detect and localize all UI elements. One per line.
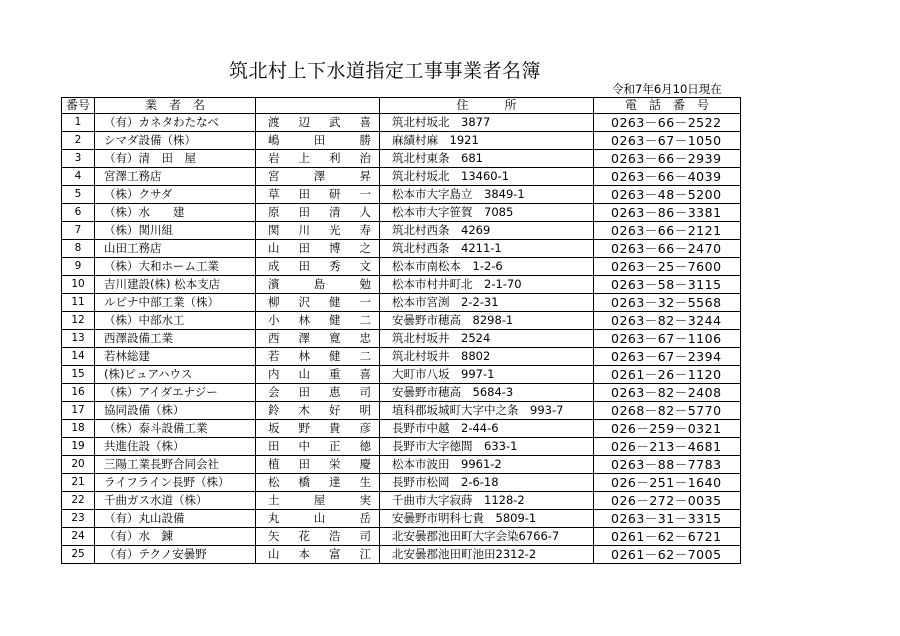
representative-name — [256, 438, 380, 456]
company-name: (株)ピュアハウス — [95, 366, 256, 384]
representative-text: 土 屋 実 — [268, 493, 371, 507]
phone-number: 0263－32－5568 — [594, 294, 741, 312]
representative-text: 田 中 正 徳 — [268, 439, 371, 453]
address: 松本市南松本 1-2-6 — [380, 258, 594, 276]
representative-name — [256, 276, 380, 294]
table-row — [62, 330, 741, 348]
table-row — [62, 186, 741, 204]
representative-text: 渡 辺 武 喜 — [268, 115, 371, 129]
representative-text: 柳 沢 健 一 — [268, 295, 371, 309]
representative-text: 小 林 健 二 — [268, 313, 371, 327]
phone-number: 026－259－0321 — [594, 420, 741, 438]
representative-name — [256, 456, 380, 474]
company-name: 西澤設備工業 — [95, 330, 256, 348]
table-row — [62, 384, 741, 402]
company-name: 協同設備（株） — [95, 402, 256, 420]
table-row — [62, 546, 741, 564]
table-row — [62, 276, 741, 294]
phone-number: 0263－88－7783 — [594, 456, 741, 474]
company-name: 吉川建設(株) 松本支店 — [95, 276, 256, 294]
address: 松本市大字島立 3849-1 — [380, 186, 594, 204]
representative-text: 矢 花 浩 司 — [268, 529, 371, 543]
address: 筑北村東条 681 — [380, 150, 594, 168]
table-row — [62, 492, 741, 510]
row-number: 17 — [62, 402, 95, 420]
header-address: 住 所 — [380, 98, 594, 114]
representative-name — [256, 132, 380, 150]
company-name: （株）水 建 — [95, 204, 256, 222]
representative-text: 嶋 田 勝 — [268, 133, 371, 147]
representative-text: 成 田 秀 文 — [268, 259, 371, 273]
representative-name — [256, 420, 380, 438]
address: 筑北村西条 4269 — [380, 222, 594, 240]
phone-number: 0263－25－7600 — [594, 258, 741, 276]
company-name: （株）アイダエナジー — [95, 384, 256, 402]
row-number: 18 — [62, 420, 95, 438]
phone-number: 0263－67－1050 — [594, 132, 741, 150]
row-number: 19 — [62, 438, 95, 456]
company-name: シマダ設備（株） — [95, 132, 256, 150]
phone-number: 0263－66－2470 — [594, 240, 741, 258]
row-number: 3 — [62, 150, 95, 168]
header-number: 番号 — [62, 98, 95, 114]
table-row — [62, 258, 741, 276]
table-row — [62, 348, 741, 366]
row-number: 8 — [62, 240, 95, 258]
company-name: （株）大和ホーム工業 — [95, 258, 256, 276]
representative-name — [256, 150, 380, 168]
representative-name — [256, 114, 380, 132]
header-representative — [256, 98, 380, 114]
table-row — [62, 204, 741, 222]
row-number: 4 — [62, 168, 95, 186]
representative-text: 岩 上 利 治 — [268, 151, 371, 165]
table-row — [62, 114, 741, 132]
company-name: 三陽工業長野合同会社 — [95, 456, 256, 474]
representative-text: 丸 山 岳 — [268, 511, 371, 525]
row-number: 10 — [62, 276, 95, 294]
phone-number: 0263－66－2121 — [594, 222, 741, 240]
company-name: （有）丸山設備 — [95, 510, 256, 528]
company-name: （株）クサダ — [95, 186, 256, 204]
representative-name — [256, 474, 380, 492]
representative-text: 関 川 光 寿 — [268, 223, 371, 237]
row-number: 20 — [62, 456, 95, 474]
company-name: （株）関川組 — [95, 222, 256, 240]
row-number: 25 — [62, 546, 95, 564]
table-row — [62, 528, 741, 546]
representative-text: 山 本 富 江 — [268, 547, 371, 561]
phone-number: 0263－66－2939 — [594, 150, 741, 168]
address: 麻績村麻 1921 — [380, 132, 594, 150]
row-number: 1 — [62, 114, 95, 132]
company-name: （有）カネタわたなべ — [95, 114, 256, 132]
address: 安曇野市穂高 5684-3 — [380, 384, 594, 402]
table-row — [62, 168, 741, 186]
address: 筑北村坂井 2524 — [380, 330, 594, 348]
table-row — [62, 150, 741, 168]
representative-name — [256, 240, 380, 258]
phone-number: 0261－26－1120 — [594, 366, 741, 384]
page-title: 筑北村上下水道指定工事事業者名簿 — [229, 60, 542, 82]
company-name: 若林総建 — [95, 348, 256, 366]
phone-number: 026－272－0035 — [594, 492, 741, 510]
row-number: 6 — [62, 204, 95, 222]
representative-text: 宮 澤 昇 — [268, 169, 371, 183]
row-number: 22 — [62, 492, 95, 510]
representative-text: 坂 野 貴 彦 — [268, 421, 371, 435]
representative-name — [256, 204, 380, 222]
representative-text: 内 山 重 喜 — [268, 367, 371, 381]
representative-name — [256, 546, 380, 564]
phone-number: 0263－58－3115 — [594, 276, 741, 294]
company-name: ルピナ中部工業（株） — [95, 294, 256, 312]
table-row — [62, 420, 741, 438]
representative-name — [256, 294, 380, 312]
address: 松本市波田 9961-2 — [380, 456, 594, 474]
phone-number: 0263－82－2408 — [594, 384, 741, 402]
phone-number: 0261－62－7005 — [594, 546, 741, 564]
representative-text: 松 橋 達 生 — [268, 475, 371, 489]
phone-number: 026－213－4681 — [594, 438, 741, 456]
address: 松本市宮渕 2-2-31 — [380, 294, 594, 312]
phone-number: 0263－67－1106 — [594, 330, 741, 348]
representative-name — [256, 222, 380, 240]
company-name: 千曲ガス水道（株） — [95, 492, 256, 510]
address: 松本市大字笹賀 7085 — [380, 204, 594, 222]
header-company: 業 者 名 — [95, 98, 256, 114]
representative-text: 原 田 清 人 — [268, 205, 371, 219]
row-number: 7 — [62, 222, 95, 240]
representative-text: 鈴 木 好 明 — [268, 403, 371, 417]
table-row — [62, 240, 741, 258]
address: 安曇野市明科七貴 5809-1 — [380, 510, 594, 528]
table-row — [62, 294, 741, 312]
representative-name — [256, 402, 380, 420]
row-number: 2 — [62, 132, 95, 150]
address: 松本市村井町北 2-1-70 — [380, 276, 594, 294]
representative-text: 植 田 栄 慶 — [268, 457, 371, 471]
row-number: 11 — [62, 294, 95, 312]
address: 北安曇郡池田町大字会染6766-7 — [380, 528, 594, 546]
company-name: 山田工務店 — [95, 240, 256, 258]
representative-name — [256, 168, 380, 186]
company-name: ライフライン長野（株） — [95, 474, 256, 492]
row-number: 21 — [62, 474, 95, 492]
representative-name — [256, 186, 380, 204]
representative-name — [256, 330, 380, 348]
contractor-table — [61, 97, 741, 564]
representative-name — [256, 348, 380, 366]
company-name: （株）泰斗設備工業 — [95, 420, 256, 438]
company-name: 宮澤工務店 — [95, 168, 256, 186]
representative-text: 会 田 恵 司 — [268, 385, 371, 399]
representative-text: 山 田 博 之 — [268, 241, 371, 255]
representative-text: 草 田 研 一 — [268, 187, 371, 201]
row-number: 9 — [62, 258, 95, 276]
table-row — [62, 366, 741, 384]
representative-name — [256, 312, 380, 330]
phone-number: 0263－66－4039 — [594, 168, 741, 186]
representative-text: 濱 島 勉 — [268, 277, 371, 291]
representative-name — [256, 258, 380, 276]
company-name: （有）清 田 屋 — [95, 150, 256, 168]
company-name: （有）水 錬 — [95, 528, 256, 546]
row-number: 5 — [62, 186, 95, 204]
table-row — [62, 474, 741, 492]
row-number: 23 — [62, 510, 95, 528]
row-number: 13 — [62, 330, 95, 348]
company-name: （株）中部水工 — [95, 312, 256, 330]
address: 筑北村坂北 13460-1 — [380, 168, 594, 186]
table-row — [62, 132, 741, 150]
table-row — [62, 438, 741, 456]
company-name: （有）テクノ安曇野 — [95, 546, 256, 564]
representative-name — [256, 366, 380, 384]
address: 長野市中越 2-44-6 — [380, 420, 594, 438]
address: 千曲市大字寂蒔 1128-2 — [380, 492, 594, 510]
company-name: 共進住設（株） — [95, 438, 256, 456]
representative-text: 西 澤 寛 忠 — [268, 331, 371, 345]
row-number: 12 — [62, 312, 95, 330]
header-phone: 電 話 番 号 — [594, 98, 741, 114]
row-number: 14 — [62, 348, 95, 366]
representative-text: 若 林 健 二 — [268, 349, 371, 363]
address: 筑北村坂北 3877 — [380, 114, 594, 132]
phone-number: 0263－82－3244 — [594, 312, 741, 330]
representative-name — [256, 384, 380, 402]
table-row — [62, 402, 741, 420]
as-of-date: 令和7年6月10日現在 — [612, 82, 722, 96]
row-number: 24 — [62, 528, 95, 546]
address: 筑北村坂井 8802 — [380, 348, 594, 366]
phone-number: 026－251－1640 — [594, 474, 741, 492]
phone-number: 0263－67－2394 — [594, 348, 741, 366]
address: 大町市八坂 997-1 — [380, 366, 594, 384]
table-header-row — [62, 98, 741, 114]
phone-number: 0263－48－5200 — [594, 186, 741, 204]
phone-number: 0261－62－6721 — [594, 528, 741, 546]
phone-number: 0263－31－3315 — [594, 510, 741, 528]
address: 安曇野市穂高 8298-1 — [380, 312, 594, 330]
phone-number: 0263－86－3381 — [594, 204, 741, 222]
table-row — [62, 222, 741, 240]
address: 筑北村西条 4211-1 — [380, 240, 594, 258]
table-row — [62, 312, 741, 330]
address: 長野市大字徳間 633-1 — [380, 438, 594, 456]
address: 埴科郡坂城町大字中之条 993-7 — [380, 402, 594, 420]
representative-name — [256, 528, 380, 546]
address: 北安曇郡池田町池田2312-2 — [380, 546, 594, 564]
table-row — [62, 510, 741, 528]
phone-number: 0268－82－5770 — [594, 402, 741, 420]
representative-name — [256, 510, 380, 528]
address: 長野市松岡 2-6-18 — [380, 474, 594, 492]
row-number: 15 — [62, 366, 95, 384]
table-row — [62, 456, 741, 474]
phone-number: 0263－66－2522 — [594, 114, 741, 132]
representative-name — [256, 492, 380, 510]
row-number: 16 — [62, 384, 95, 402]
